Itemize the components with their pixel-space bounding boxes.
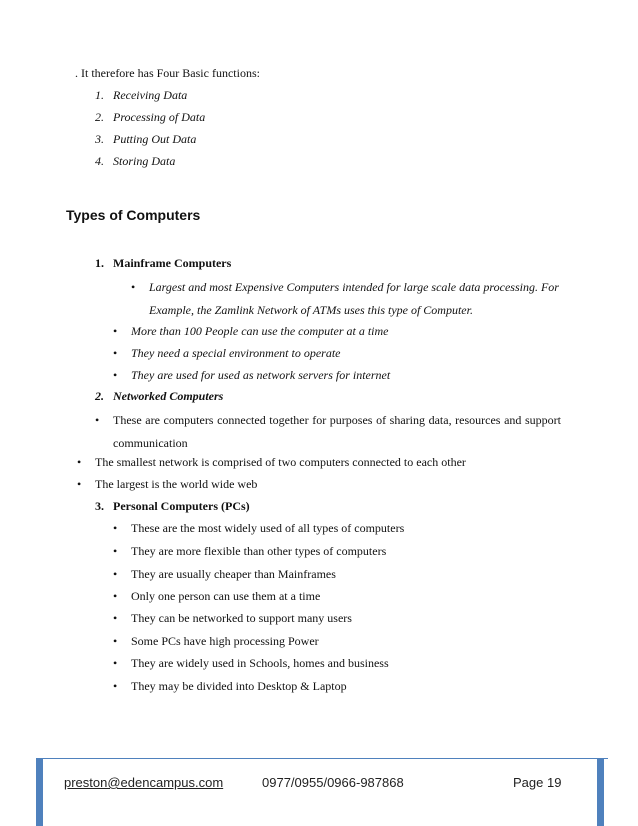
function-item: 1. Receiving Data: [95, 88, 188, 102]
list-item: • More than 100 People can use the computer at a time: [131, 324, 389, 339]
list-item: • They are widely used in Schools, homes and business: [131, 656, 389, 671]
list-item: • Largest and most Expensive Computers intended for large scale data processing. For Example, the Zamlink Network of ATMs uses this type of Computer.: [149, 276, 563, 322]
list-item: • They can be networked to support many users: [131, 611, 352, 626]
mainframe-title: 1. Mainframe Computers: [95, 256, 232, 270]
networked-title: 2. Networked Computers: [95, 389, 224, 403]
function-item: 4. Storing Data: [95, 154, 176, 168]
footer-phone: 0977/0955/0966-987868: [262, 775, 404, 790]
list-item: • They are usually cheaper than Mainframes: [131, 567, 336, 582]
list-item: • They are more flexible than other types of computers: [131, 544, 386, 559]
list-item: • They need a special environment to operate: [131, 346, 341, 361]
section-heading: Types of Computers: [66, 207, 201, 223]
list-item: • The smallest network is comprised of two computers connected to each other: [95, 455, 466, 470]
function-item: 2. Processing of Data: [95, 110, 206, 124]
list-item: • They may be divided into Desktop & Laptop: [131, 679, 347, 694]
list-item: • Only one person can use them at a time: [131, 589, 320, 604]
footer-right-bar: [597, 758, 604, 826]
list-item: • These are computers connected together for purposes of sharing data, resources and support communication: [113, 409, 561, 455]
personal-title: 3. Personal Computers (PCs): [95, 499, 250, 513]
footer-email-link[interactable]: preston@edencampus.com: [64, 775, 224, 790]
list-item: • The largest is the world wide web: [95, 477, 257, 492]
page-number: Page 19: [513, 775, 562, 790]
footer-divider: [36, 758, 608, 759]
function-item: 3. Putting Out Data: [95, 132, 197, 146]
footer-left-bar: [36, 758, 43, 826]
list-item: • They are used for used as network servers for internet: [131, 368, 390, 383]
intro-text: . It therefore has Four Basic functions:: [75, 66, 260, 80]
list-item: • Some PCs have high processing Power: [131, 634, 319, 649]
list-item: • These are the most widely used of all types of computers: [131, 521, 404, 536]
